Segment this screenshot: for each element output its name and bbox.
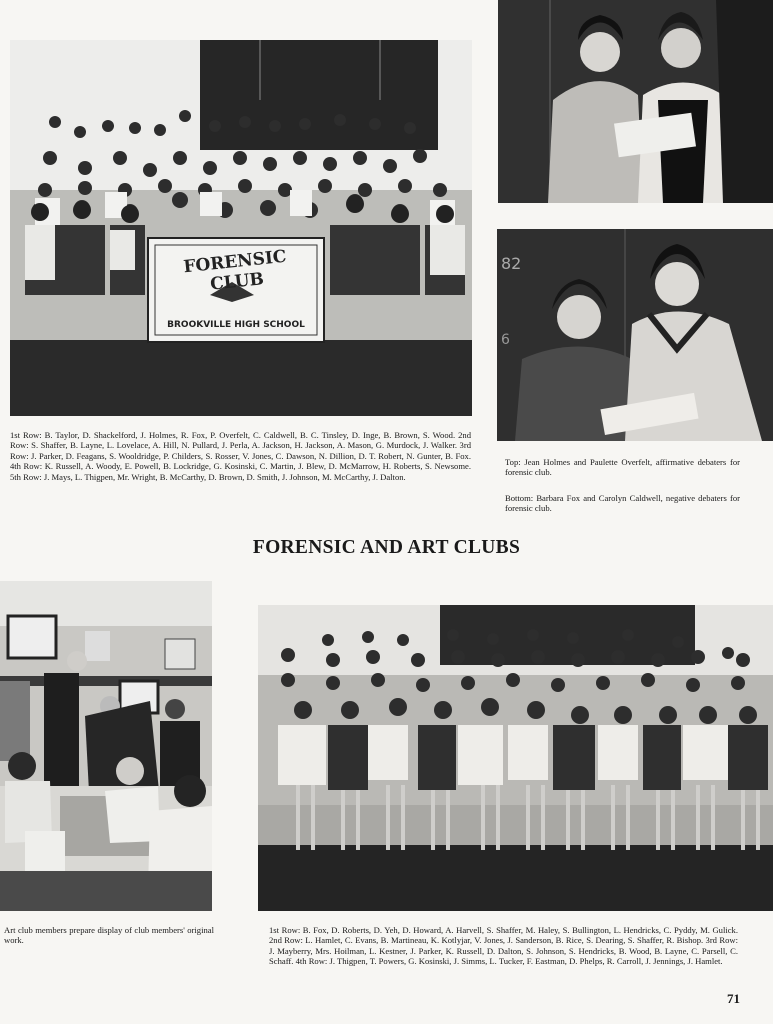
art-club-group-photo (258, 605, 773, 911)
forensic-banner-school: BROOKVILLE HIGH SCHOOL (167, 320, 305, 330)
art-club-roster: 1st Row: B. Fox, D. Roberts, D. Yeh, D. Howard, A. Harvell, S. Shaffer, M. Haley, S. Bullington, L. Hendricks, C. Pyddy, M. Gulick. 2nd Row: L. Hamlet, C. Evans, B. Martineau, K. Kotlyjar, V. Jones, J. Sanderson, B. Rice, S. Dearing, S. Shaffer, R. Bishop. 3rd Row: J. Mayberry, Mrs. Hoilman, L. Kestner, J. Parker, K. Russell, D. Dalton, S. Johnson, S. Hendricks, B. Wood, B. Layne, C. Parsell, C. Schaff. 4th Row: J. Thigpen, T. Powers, G. Kosinski, J. Simms, L. Tucker, F. Eastman, D. Phelps, R. Carroll, J. Jennings, J. Hamlet. (269, 925, 738, 967)
forensic-banner-title: FORENSIC CLUB (182, 246, 288, 295)
affirmative-debaters-caption: Top: Jean Holmes and Paulette Overfelt, affirmative debaters for forensic club. (505, 457, 740, 478)
svg-text:82: 82 (501, 254, 522, 273)
art-club-activity-photo (0, 581, 212, 911)
svg-text:6: 6 (501, 332, 510, 348)
page-number: 71 (727, 991, 740, 1006)
forensic-club-roster: 1st Row: B. Taylor, D. Shackelford, J. Holmes, R. Fox, P. Overfelt, C. Caldwell, B. C. Tinsley, D. Inge, B. Brown, S. Wood. 2nd Row: S. Shaffer, B. Layne, L. Lovelace, A. Hill, N. Pullard, J. Perla, A. Jackson, H. Jackson, A. Mason, G. Murdock, J. Walker. 3rd Row: J. Parker, D. Feagans, S. Wooldridge, P. Childers, S. Rosser, V. Jones, C. Dawson, N. Dillion, D. T. Robert, N. Gunter, B. Fox. 4th Row: K. Russell, A. Woody, E. Powell, B. Lockridge, G. Kosinski, C. Martin, J. Blew, D. McMarrow, H. Roberts, S. Newsome. 5th Row: J. Mays, L. Thigpen, Mr. Wright, B. McCarthy, D. Brown, D. Smith, J. Johnson, M. McCarthy, J. Dalton. (10, 430, 471, 482)
negative-debaters-caption: Bottom: Barbara Fox and Carolyn Caldwell, negative debaters for forensic club. (505, 493, 740, 514)
affirmative-debaters-photo (498, 0, 773, 203)
page-headline: FORENSIC AND ART CLUBS (252, 537, 521, 558)
art-club-activity-caption: Art club members prepare display of club members' original work. (4, 925, 214, 946)
forensic-club-group-photo (10, 40, 472, 416)
negative-debaters-photo (497, 229, 773, 441)
